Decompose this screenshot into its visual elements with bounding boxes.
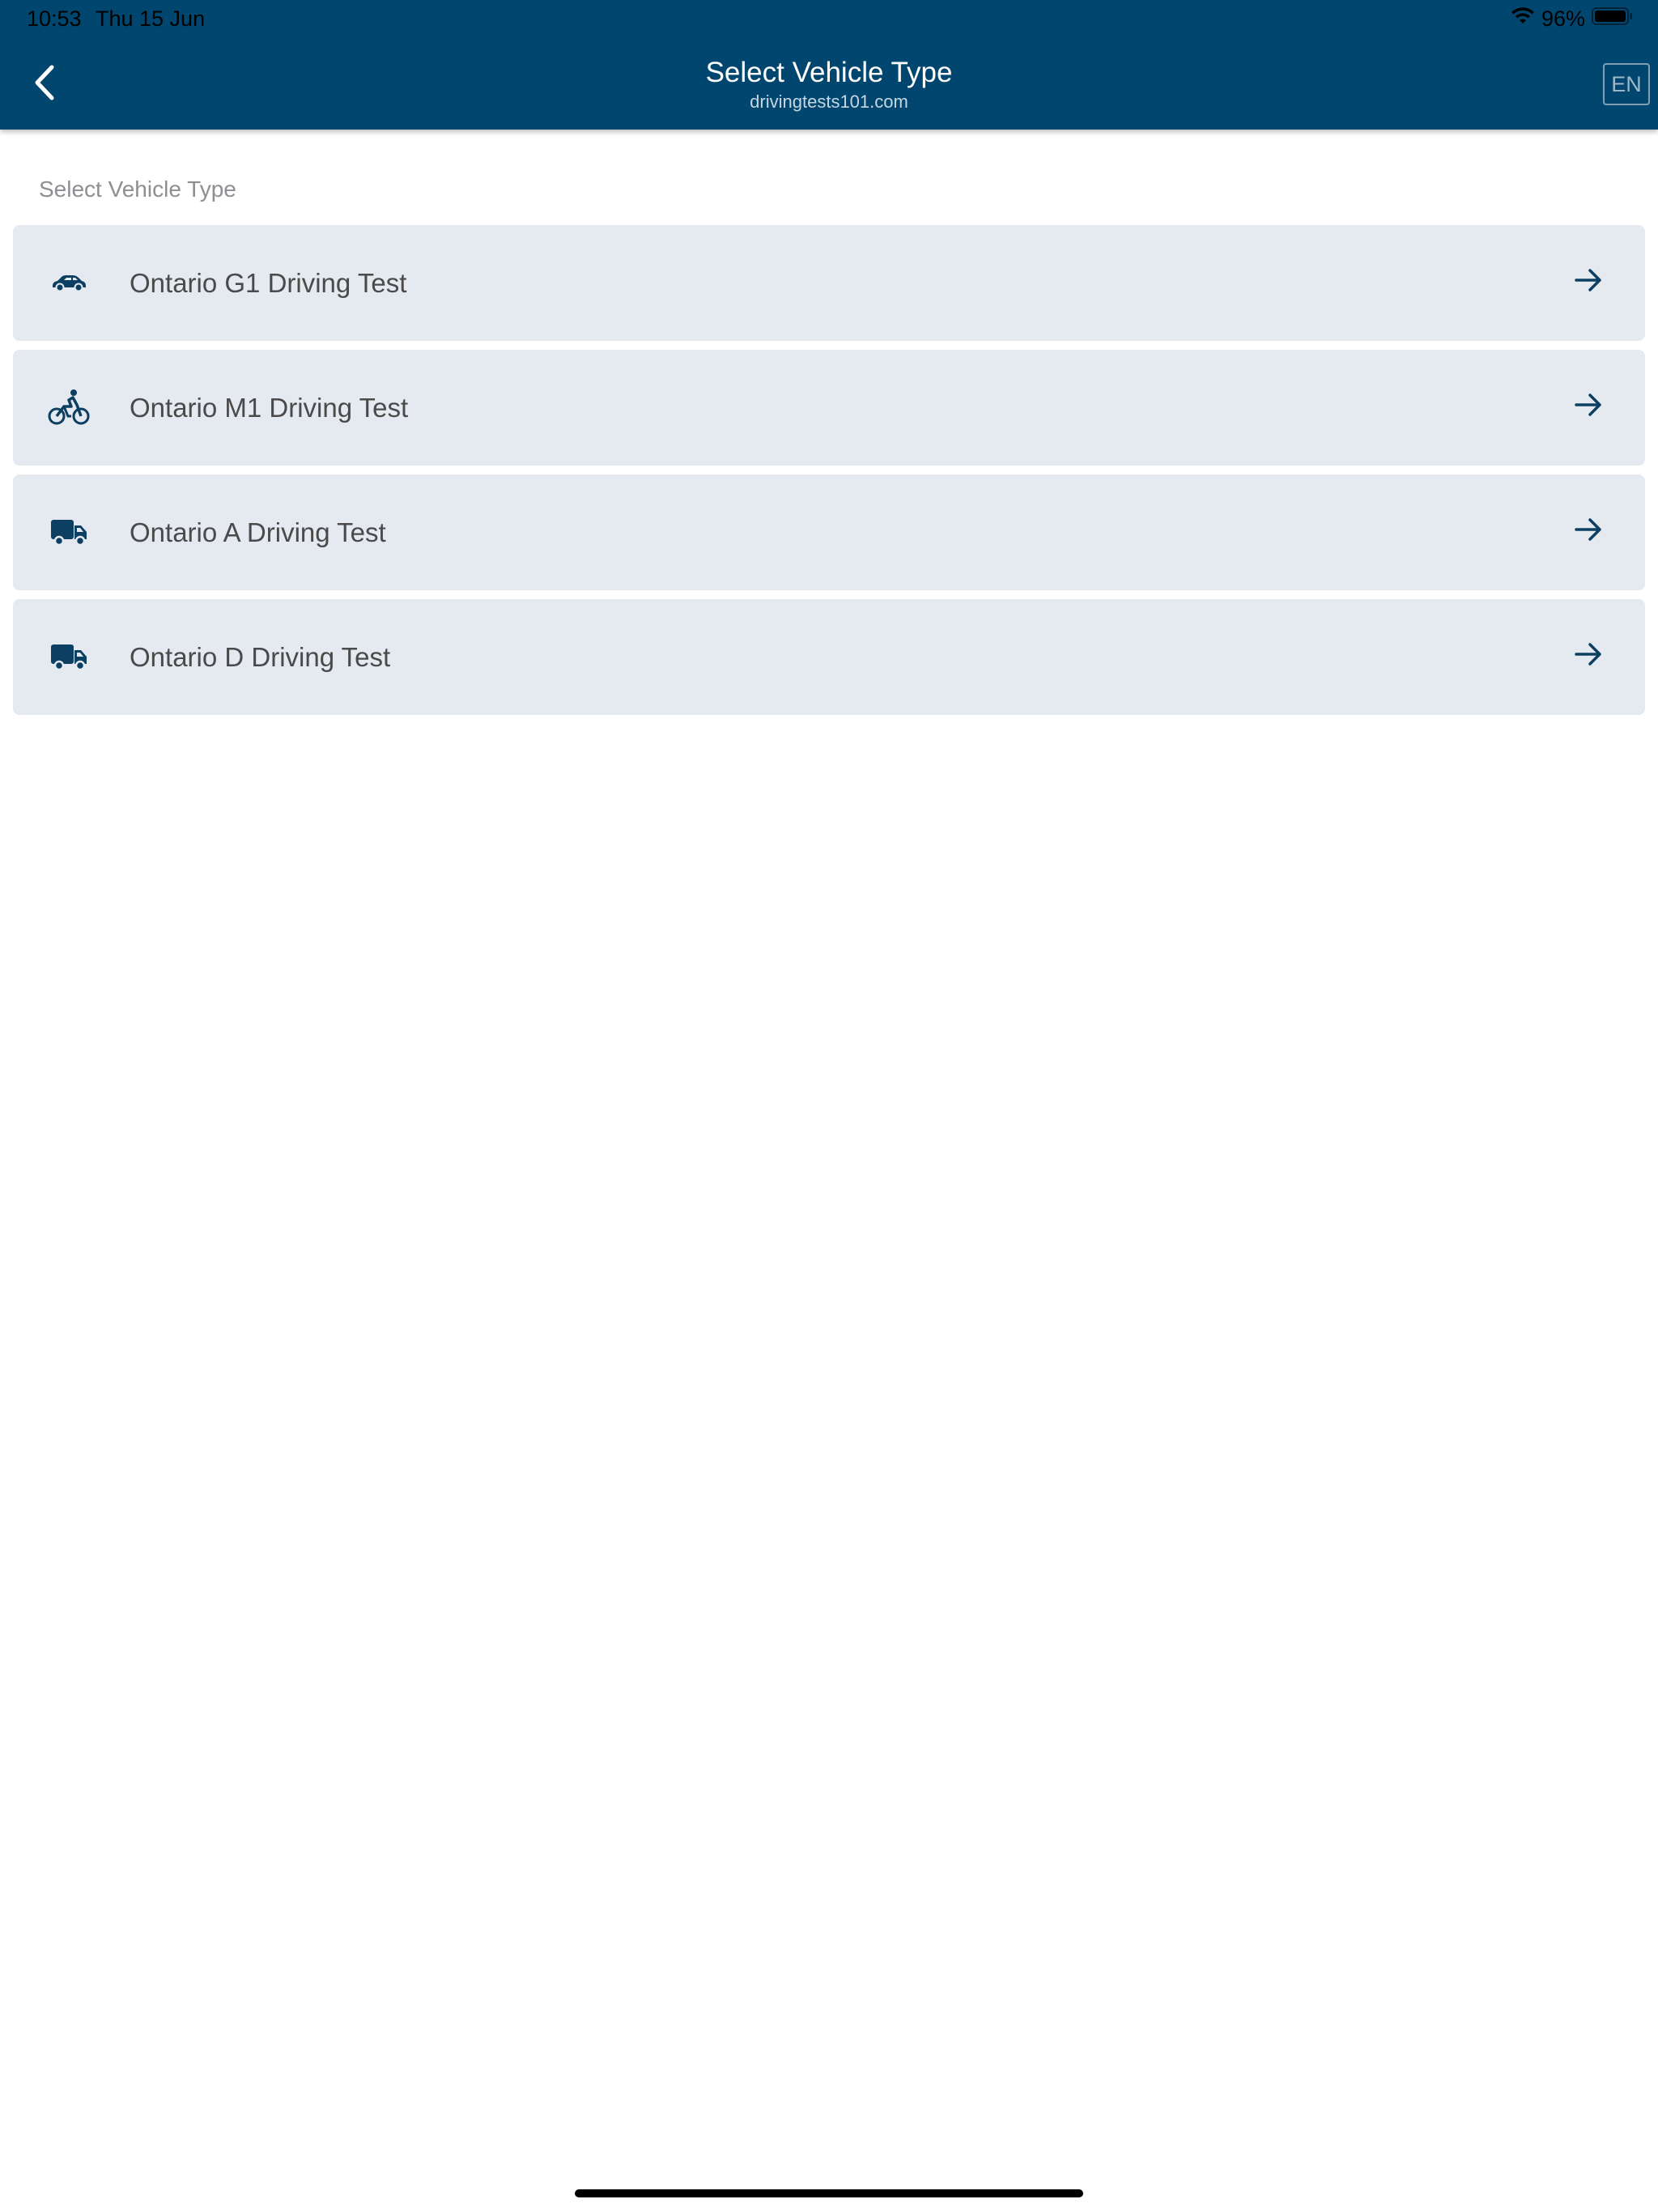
arrow-right-icon — [1572, 513, 1605, 546]
wifi-icon — [1511, 6, 1535, 32]
app-header — [0, 0, 1658, 130]
header-title-group — [0, 55, 1658, 113]
truck-icon — [47, 510, 91, 554]
battery-icon — [1592, 6, 1634, 32]
status-date: Thu 15 Jun — [96, 6, 206, 31]
list-item-m1[interactable] — [13, 350, 1645, 466]
home-indicator[interactable] — [575, 2189, 1083, 2197]
page-title: Select Vehicle Type — [705, 57, 953, 88]
status-right — [1511, 6, 1634, 32]
list-item-d[interactable] — [13, 599, 1645, 715]
arrow-right-icon — [1572, 638, 1605, 670]
motorcycle-icon — [47, 385, 91, 429]
list-item-label: Ontario G1 Driving Test — [130, 267, 407, 298]
arrow-right-icon — [1572, 389, 1605, 421]
arrow-right-icon — [1572, 264, 1605, 296]
status-time: 10:53 — [27, 6, 82, 31]
page-subtitle: drivingtests101.com — [750, 91, 908, 112]
vehicle-type-list — [13, 225, 1645, 724]
list-item-g1[interactable] — [13, 225, 1645, 341]
section-label: Select Vehicle Type — [39, 177, 236, 202]
list-item-label: Ontario A Driving Test — [130, 517, 386, 547]
car-icon — [47, 261, 91, 304]
list-item-label: Ontario D Driving Test — [130, 641, 391, 672]
list-item-a[interactable] — [13, 474, 1645, 590]
list-item-label: Ontario M1 Driving Test — [130, 392, 409, 423]
battery-percent: 96% — [1541, 6, 1585, 31]
truck-icon — [47, 635, 91, 678]
status-bar — [0, 0, 1658, 39]
language-button[interactable]: EN — [1603, 63, 1650, 105]
